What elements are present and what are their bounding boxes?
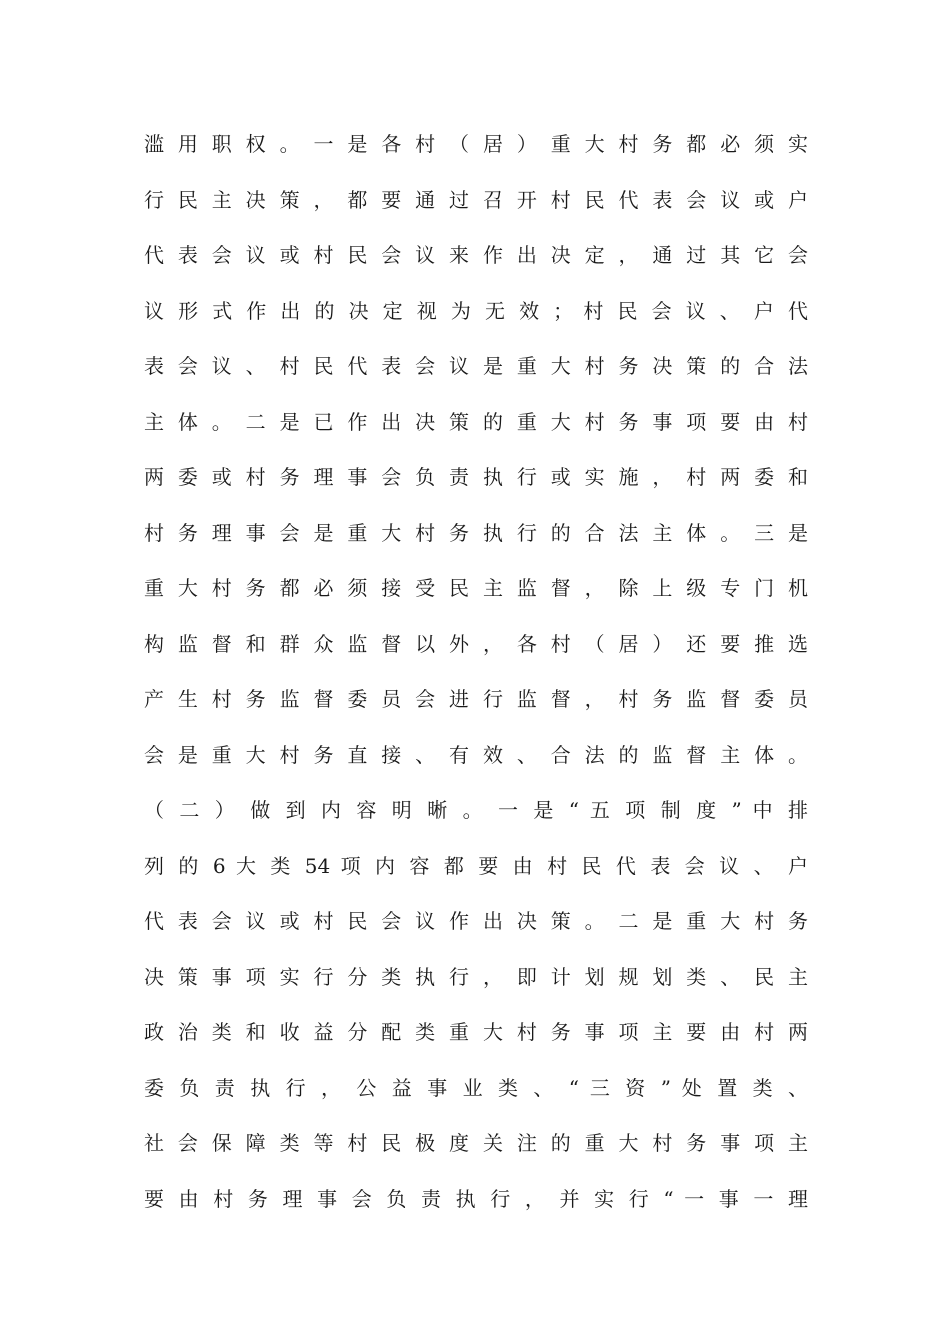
text-line: 委 负 责 执 行 ， 公 益 事 业 类 、 “ 三 资 ” 处 置 类 、 — [144, 1075, 808, 1100]
text-line: 决 策 事 项 实 行 分 类 执 行 ， 即 计 划 规 划 类 、 民 主 — [144, 964, 808, 989]
text-line: 政 治 类 和 收 益 分 配 类 重 大 村 务 事 项 主 要 由 村 两 — [144, 1020, 808, 1044]
text-line: 重 大 村 务 都 必 须 接 受 民 主 监 督 ， 除 上 级 专 门 机 — [144, 576, 808, 600]
text-line: （ 二 ） 做 到 内 容 明 晰 。 一 是 “ 五 项 制 度 ” 中 排 — [144, 798, 808, 822]
text-line: 要 由 村 务 理 事 会 负 责 执 行 ， 并 实 行 “ 一 事 一 理 — [144, 1186, 808, 1211]
text-line: 会 是 重 大 村 务 直 接 、 有 效 、 合 法 的 监 督 主 体 。 — [144, 742, 808, 767]
text-line: 两 委 或 村 务 理 事 会 负 责 执 行 或 实 施 ， 村 两 委 和 — [144, 465, 808, 489]
text-line: 代 表 会 议 或 村 民 会 议 作 出 决 策 。 二 是 重 大 村 务 — [144, 909, 808, 933]
text-line: 社 会 保 障 类 等 村 民 极 度 关 注 的 重 大 村 务 事 项 主 — [144, 1131, 808, 1155]
text-line: 主 体 。 二 是 已 作 出 决 策 的 重 大 村 务 事 项 要 由 村 — [144, 409, 808, 434]
text-line: 列 的 6 大 类 54 项 内 容 都 要 由 村 民 代 表 会 议 、 户 — [144, 853, 808, 878]
text-line: 议 形 式 作 出 的 决 定 视 为 无 效 ； 村 民 会 议 、 户 代 — [144, 298, 808, 323]
text-line: 表 会 议 、 村 民 代 表 会 议 是 重 大 村 务 决 策 的 合 法 — [144, 354, 808, 378]
text-line: 行 民 主 决 策 ， 都 要 通 过 召 开 村 民 代 表 会 议 或 户 — [144, 187, 808, 212]
text-line: 代 表 会 议 或 村 民 会 议 来 作 出 决 定 ， 通 过 其 它 会 — [144, 243, 808, 267]
text-line: 产 生 村 务 监 督 委 员 会 进 行 监 督 ， 村 务 监 督 委 员 — [144, 687, 808, 711]
text-line: 村 务 理 事 会 是 重 大 村 务 执 行 的 合 法 主 体 。 三 是 — [144, 520, 808, 545]
body-text — [144, 117, 808, 1227]
text-line: 滥 用 职 权 。 一 是 各 村 （ 居 ） 重 大 村 务 都 必 须 实 — [144, 132, 808, 156]
text-line: 构 监 督 和 群 众 监 督 以 外 ， 各 村 （ 居 ） 还 要 推 选 — [144, 631, 808, 656]
